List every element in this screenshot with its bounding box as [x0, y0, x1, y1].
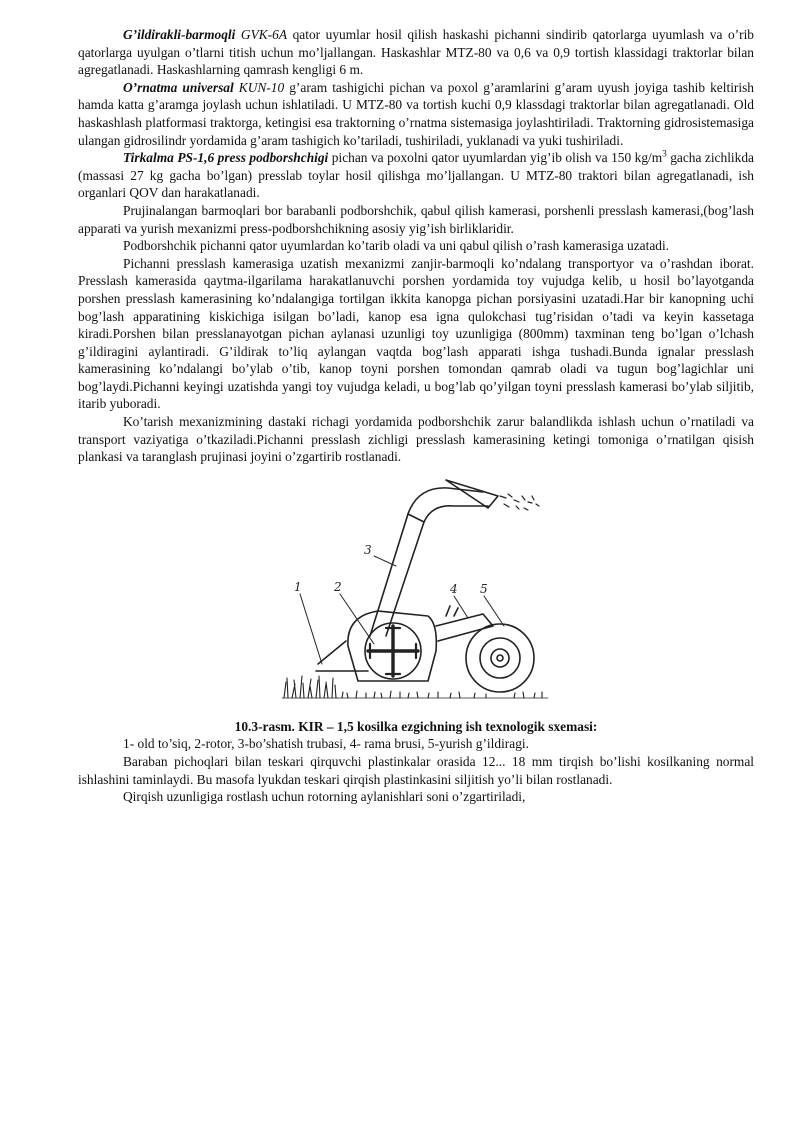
- document-page: [78, 26, 754, 806]
- callout-3: 3: [364, 542, 372, 557]
- paragraph-5: Podborshchik pichanni qator uyumlardan ko’tarib oladi va uni qabul qilish o’rash kamerasiga uzatadi.: [123, 238, 670, 254]
- paragraph-kun: [78, 79, 754, 149]
- term-ps: Tirkalma PS-1,6 press podborshchigi: [123, 150, 329, 166]
- paragraph-9: Qirqish uzunligiga rostlash uchun rotorning aylanishlari soni o’zgartiriladi,: [123, 789, 526, 805]
- term-gvk: G’ildirakli-barmoqli: [123, 27, 236, 42]
- model-kun: KUN-10: [238, 79, 285, 95]
- paragraph-6: Pichanni presslash kamerasiga uzatish mexanizmi zanjir-barmoqli ko’ndalang transportyor va o’rashdan iborat. Presslash kamerasida qaytma-ilgarilama harakatlanuvchi porshen yordamida toy vujudga kelib, u hosil bo’layotganda porshen presslash kamerasining ko’ndalangiga tortilgan ikkita kanopga pichan porsiyasini uzatadi.Har bir kanopning uchi bog’lash apparatining kiskichiga isilgan bo’ladi, kanop esa igna qulokchasi tug’risidan o’tadi va keyin kassetaga kiradi.Porshen bilan presslanayotgan pichan aylanasi uzunligi toy uzunligiga (800mm) taxminan teng bo’lgan o’lchash g’ildiragini aylantiradi. G’ildirak to’liq aylangan vaqtda bog’lash apparati ishga tushadi.Bunda ignalar presslash kamerasining ko’ndalangi bo’ylab o’tib, kanop toyni porshen tomondan qamrab oladi va tugun bog’lagichlar uni bog’laydi.Pichanni keyingi uzatishda yangi toy vujudga keladi, u bog’lab qo’yilgan toyni presslash kamerasi bo’ylab siljitib, itarib yuboradi.: [78, 255, 754, 412]
- callout-5: 5: [480, 581, 488, 596]
- superscript: 3: [662, 148, 667, 159]
- callout-1: 1: [294, 579, 302, 594]
- paragraph-gvk: [78, 26, 754, 79]
- paragraph-8: Baraban pichoqlari bilan teskari qirquvchi plastinkalar orasida 12... 18 mm tirqish bo’lishi kosilkaning normal ishlashini taminlaydi. Bu masofa lyukdan teskari qirqish plastinkasini siljitish yo’li bilan rostlanadi.: [78, 754, 754, 787]
- model-gvk: GVK-6A: [240, 27, 288, 42]
- figure-caption: 10.3-rasm. KIR – 1,5 kosilka ezgichning ish texnologik sxemasi:: [234, 718, 598, 734]
- figure-kir-schematic: [78, 466, 754, 716]
- kir-mower-drawing: [278, 466, 568, 712]
- term-kun: O’rnatma universal: [123, 79, 234, 95]
- paragraph-kun-text: g’aram tashigichi pichan va poxol g’aramlarini g’aram uyush joyiga tashib keltirish hamda katta g’aramga joylash uchun ishlatiladi. U MTZ-80 va tortish kuchi 0,9 klassdagi traktorlar bilan agregatlanadi. Old haskashlash platformasi traktorga, ketingisi esa traktorning o’rnatma sistemasiga joylashtiriladi. Traktorning gidrosistemasiga ulangan gidrosilindr yordamida g’aram tashigich ko’tariladi, tushiriladi, yuklanadi va yuki tushiriladi.: [78, 79, 754, 148]
- paragraph-4: Prujinalangan barmoqlari bor barabanli podborshchik, qabul qilish kamerasi, porshenli presslash kamerasi,(bog’lash apparati va yurish mexanizmi press-podborshchikning asosiy yig’ish birliklaridir.: [78, 202, 754, 236]
- figure-legend: 1- old to’siq, 2-rotor, 3-bo’shatish trubasi, 4- rama brusi, 5-yurish g’ildiragi.: [123, 736, 529, 752]
- paragraph-ps: [78, 149, 754, 202]
- callout-4: 4: [450, 581, 458, 596]
- paragraph-ps-text-b: gacha zichlikda (massasi 27 kg gacha bo’lgan) presslab toylar hosil qilishga mo’ljallangan. U MTZ-80 traktori bilan agregatlanadi, ish organlari QOV dan harakatlanadi.: [78, 150, 754, 201]
- paragraph-gvk-text: qator uyumlar hosil qilish haskashi pichanni sindirib qatorlarga uyumlash va o’rib qatorlarga uyulgan o’tlarni titish uchun mo’ljallangan. Haskashlar MTZ-80 va 0,6 va 0,9 tortish klassidagi traktorlar bilan agregatlanadi. Haskashlarning qamrash kengligi 6 m.: [78, 27, 754, 78]
- callout-2: 2: [334, 579, 342, 594]
- paragraph-ps-text-a: pichan va poxolni qator uyumlardan yig’ib olish va 150 kg/m: [331, 150, 663, 166]
- paragraph-7: Ko’tarish mexanizmining dastaki richagi yordamida podborshchik zarur balandlikda ishlash uchun o’rnatiladi va transport vaziyatiga o’tkaziladi.Pichanni presslash zichligi presslash kamerasining ketingi tomoniga o’rnatilgan qisish plankasi va taranglash prujinasi joyini o’zgartirib rostlanadi.: [78, 414, 754, 465]
